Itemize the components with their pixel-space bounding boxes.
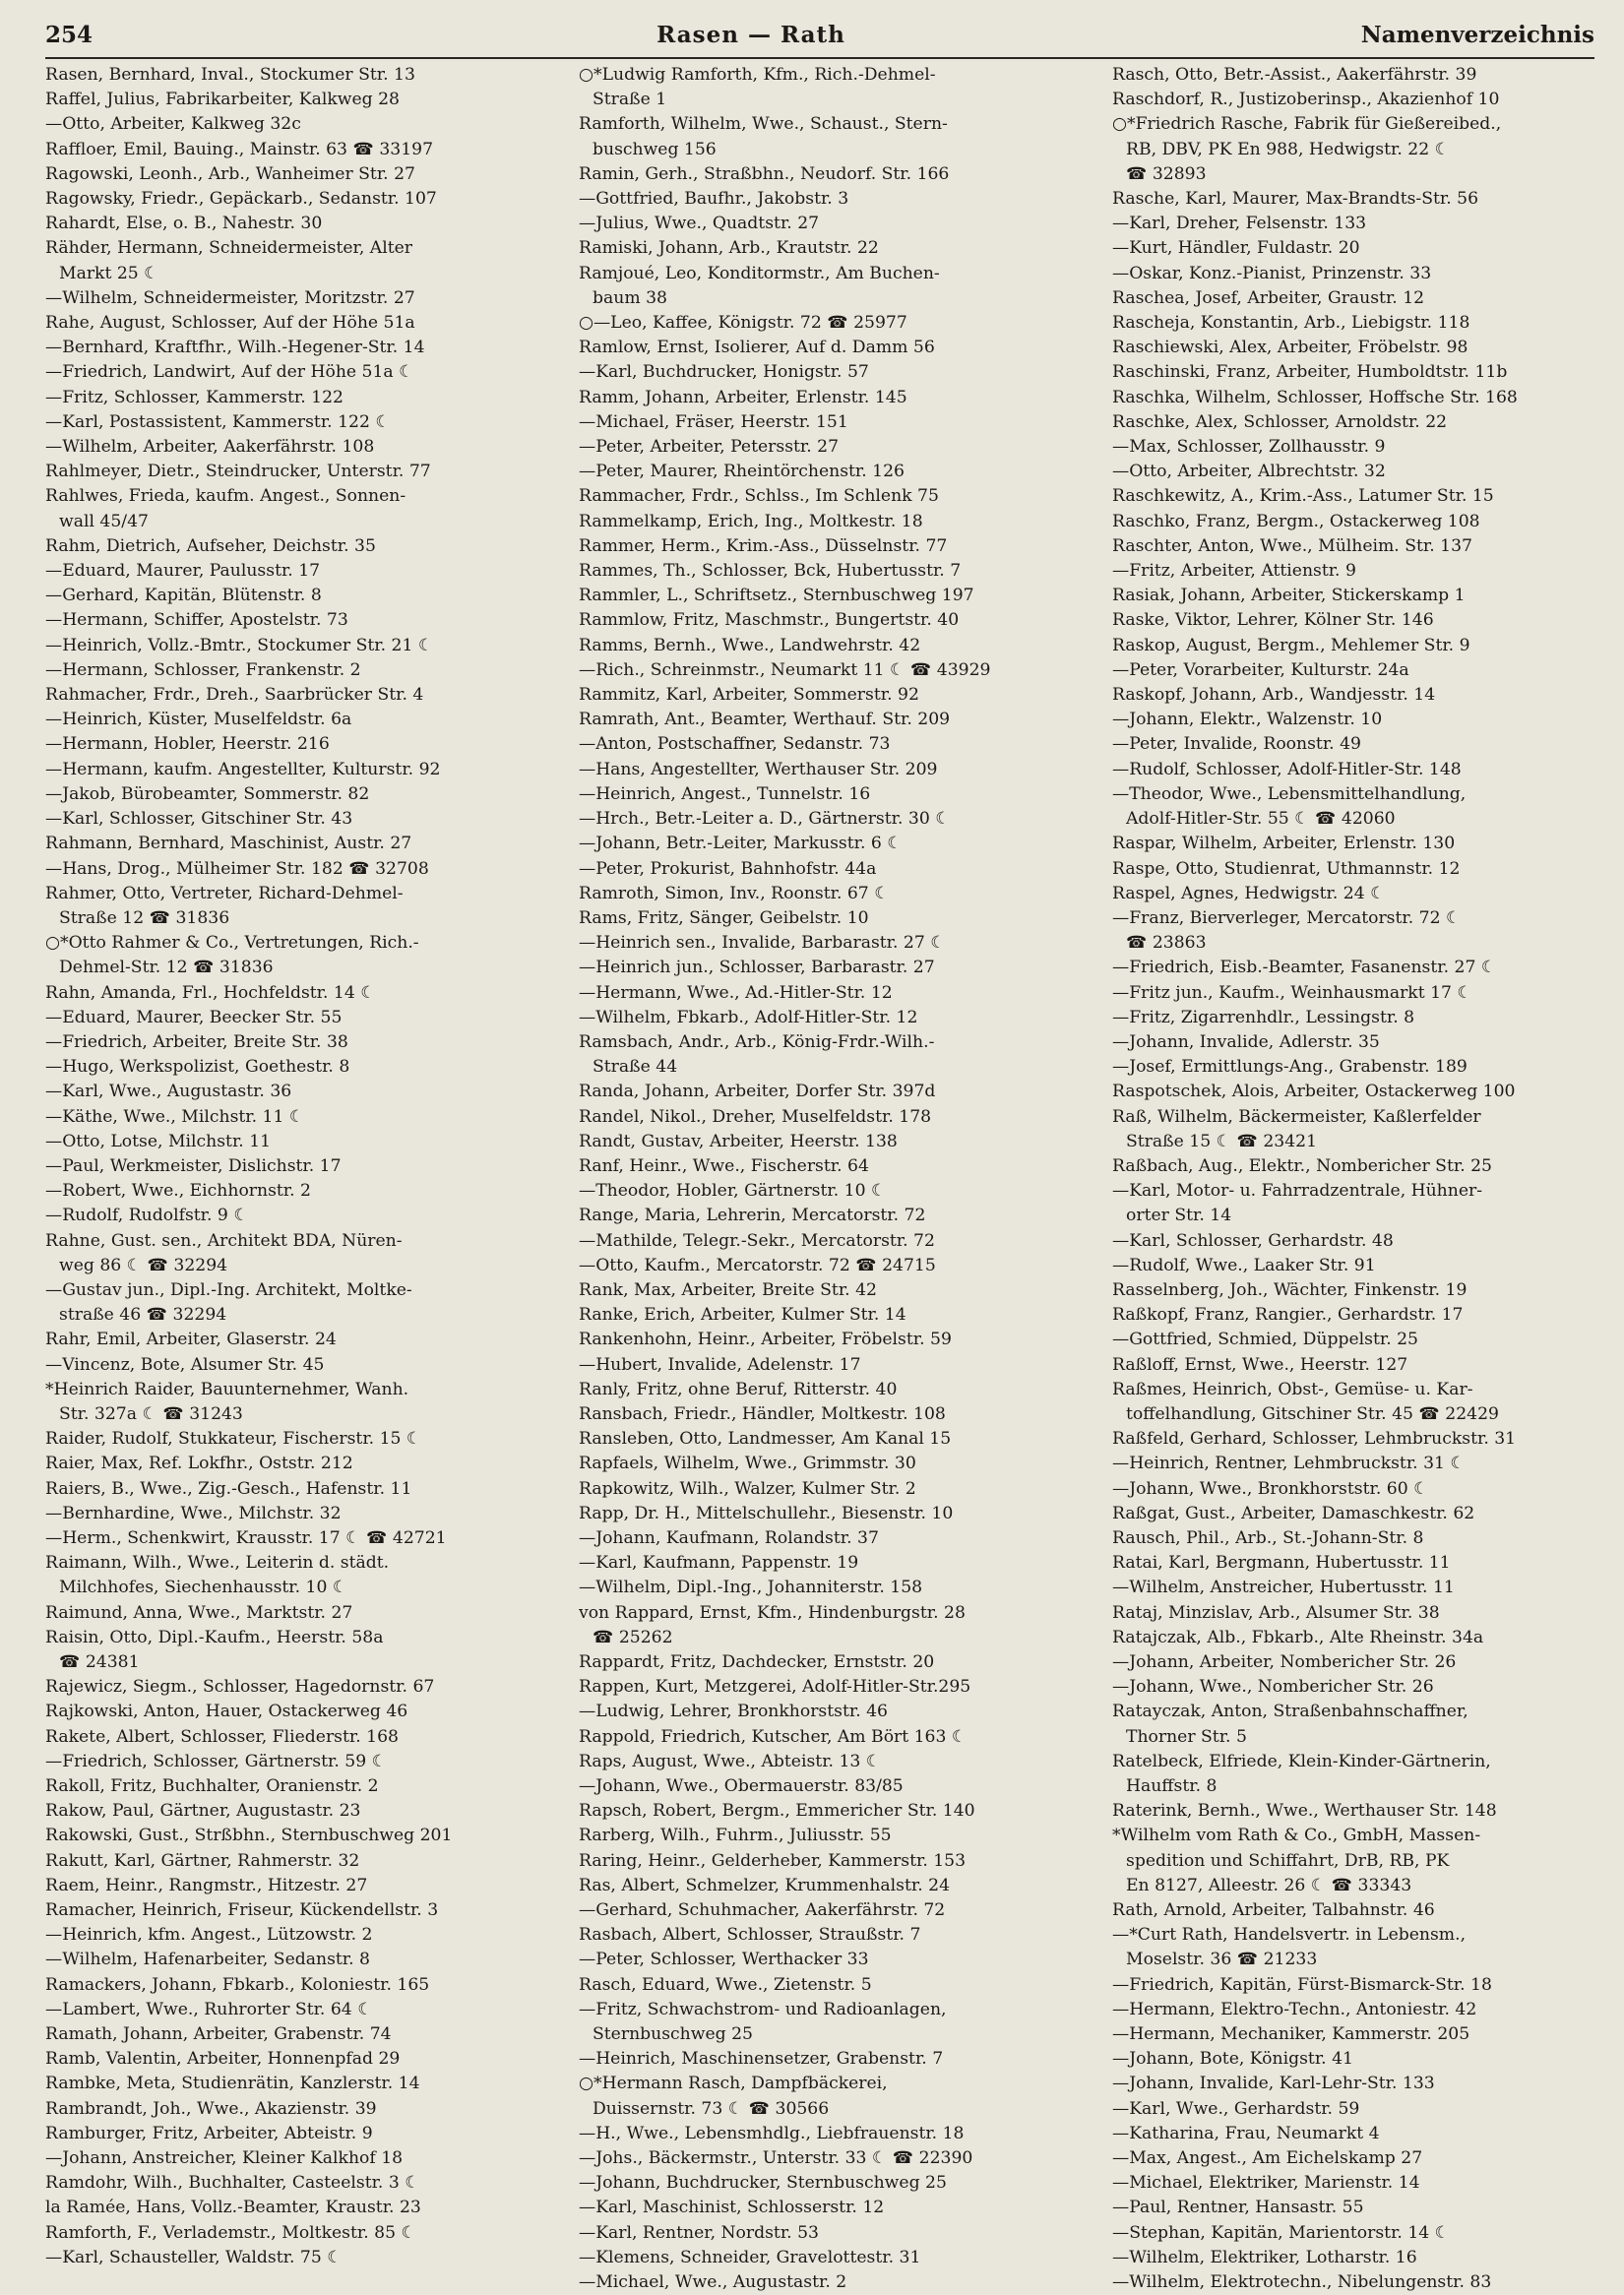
directory-entry: Rammer, Herm., Krim.-Ass., Düsselnstr. 77 — [579, 535, 948, 556]
directory-entry: *Heinrich Raider, Bauunternehmer, Wanh. — [45, 1379, 409, 1399]
directory-entry: Ransbach, Friedr., Händler, Moltkestr. 108 — [579, 1403, 946, 1424]
directory-columns — [45, 63, 1594, 2295]
directory-entry: —Wilhelm, Elektriker, Lotharstr. 16 — [1112, 2247, 1417, 2267]
directory-entry: Raier, Max, Ref. Lokfhr., Oststr. 212 — [45, 1454, 353, 1474]
directory-entry: Rakoll, Fritz, Buchhalter, Oranienstr. 2 — [45, 1776, 379, 1797]
directory-entry: Raschejа, Konstantin, Arb., Liebigstr. 118 — [1112, 313, 1470, 334]
directory-entry: Ramrath, Ant., Beamter, Werthauf. Str. 209 — [579, 710, 951, 730]
directory-entry: Ratelbeck, Elfriede, Klein-Kinder-Gärtnerin, — [1112, 1751, 1491, 1771]
directory-entry: Rappold, Friedrich, Kutscher, Am Bört 163 ☾ — [579, 1726, 968, 1747]
directory-entry: Raschkewitz, A., Krim.-Ass., Latumer Str. 15 — [1112, 486, 1494, 507]
directory-entry: —Hugo, Werkspolizist, Goethestr. 8 — [45, 1057, 350, 1078]
directory-entry: —Johann, Arbeiter, Nombericher Str. 26 — [1112, 1652, 1457, 1672]
directory-entry: Raskopf, Johann, Arb., Wandjesstr. 14 — [1112, 685, 1436, 706]
directory-entry: Raimund, Anna, Wwe., Marktstr. 27 — [45, 1602, 353, 1623]
directory-entry: —Johann, Invalide, Karl-Lehr-Str. 133 — [1112, 2074, 1435, 2094]
directory-entry: RB, DBV, PK En 988, Hedwigstr. 22 ☾ — [1126, 139, 1451, 159]
directory-entry: ○*Friedrich Rasche, Fabrik für Gießereibed., — [1112, 114, 1502, 135]
directory-entry: Rapp, Dr. H., Mittelschullehr., Biesenstr. 10 — [579, 1503, 954, 1523]
directory-entry: Adolf-Hitler-Str. 55 ☾ ☎ 42060 — [1126, 809, 1396, 830]
directory-entry: Raßmes, Heinrich, Obst-, Gemüse- u. Kar- — [1112, 1379, 1473, 1399]
directory-entry: Rasche, Karl, Maurer, Max-Brandts-Str. 56 — [1112, 189, 1479, 210]
directory-entry: Raiers, B., Wwe., Zig.-Gesch., Hafenstr. 11 — [45, 1478, 412, 1499]
directory-entry: —H., Wwe., Lebensmhdlg., Liebfrauenstr. 18 — [579, 2123, 965, 2143]
directory-entry: Rasiak, Johann, Arbeiter, Stickerskamp 1 — [1112, 586, 1466, 606]
directory-entry: Raske, Viktor, Lehrer, Kölner Str. 146 — [1112, 610, 1434, 631]
directory-entry: Rakete, Albert, Schlosser, Fliederstr. 168 — [45, 1726, 399, 1747]
directory-entry: Raskop, August, Bergm., Mehlemer Str. 9 — [1112, 635, 1470, 655]
directory-entry: ○*Ludwig Ramforth, Kfm., Rich.-Dehmel- — [579, 65, 936, 85]
directory-entry: —Hrch., Betr.-Leiter a. D., Gärtnerstr. 30 ☾ — [579, 809, 951, 830]
directory-entry: Ramacher, Heinrich, Friseur, Kückendellstr. 3 — [45, 1900, 439, 1921]
directory-entry: —Fritz, Schlosser, Kammerstr. 122 — [45, 387, 344, 407]
directory-entry: Raem, Heinr., Rangmstr., Hitzestr. 27 — [45, 1875, 368, 1895]
directory-entry: —Theodor, Hobler, Gärtnerstr. 10 ☾ — [579, 1181, 887, 1202]
directory-entry: —Karl, Buchdrucker, Honigstr. 57 — [579, 362, 869, 383]
directory-entry: —Heinrich, Angest., Tunnelstr. 16 — [579, 783, 871, 804]
directory-entry: —Hermann, kaufm. Angestellter, Kulturstr. 92 — [45, 759, 441, 779]
directory-entry: —Hermann, Schlosser, Frankenstr. 2 — [45, 659, 361, 680]
directory-entry: Rasselnberg, Joh., Wächter, Finkenstr. 19 — [1112, 1279, 1468, 1300]
directory-entry: baum 38 — [593, 287, 667, 308]
directory-entry: —Karl, Schlosser, Gerhardstr. 48 — [1112, 1230, 1394, 1251]
directory-entry: —Heinrich jun., Schlosser, Barbarastr. 27 — [579, 958, 935, 978]
directory-entry: Raßfeld, Gerhard, Schlosser, Lehmbruckstr. 31 — [1112, 1429, 1517, 1450]
directory-entry: Raßloff, Ernst, Wwe., Heerstr. 127 — [1112, 1354, 1408, 1375]
directory-entry: wall 45/47 — [59, 511, 149, 531]
directory-entry: —Oskar, Konz.-Pianist, Prinzenstr. 33 — [1112, 263, 1432, 283]
directory-entry: Rapkowitz, Wilh., Walzer, Kulmer Str. 2 — [579, 1478, 916, 1499]
directory-entry: —Gerhard, Schuhmacher, Aakerfährstr. 72 — [579, 1900, 946, 1921]
directory-entry: Rammes, Th., Schlosser, Bck, Hubertusstr. 7 — [579, 561, 962, 582]
directory-entry: Raider, Rudolf, Stukkateur, Fischerstr. 15 ☾ — [45, 1429, 422, 1450]
directory-entry: —Rich., Schreinmstr., Neumarkt 11 ☾ ☎ 43929 — [579, 659, 991, 680]
directory-entry: —Lambert, Wwe., Ruhrorter Str. 64 ☾ — [45, 1999, 373, 2019]
directory-entry: —Heinrich, Rentner, Lehmbruckstr. 31 ☾ — [1112, 1454, 1466, 1474]
directory-entry: Rakowski, Gust., Strßbhn., Sternbuschweg 201 — [45, 1826, 453, 1846]
directory-entry: —Friedrich, Arbeiter, Breite Str. 38 — [45, 1031, 348, 1052]
directory-entry: —Karl, Dreher, Felsenstr. 133 — [1112, 214, 1367, 234]
directory-entry: Ranly, Fritz, ohne Beruf, Ritterstr. 40 — [579, 1379, 898, 1399]
directory-entry: —Wilhelm, Elektrotechn., Nibelungenstr. 83 — [1112, 2272, 1492, 2293]
directory-entry: Rarberg, Wilh., Fuhrm., Juliusstr. 55 — [579, 1826, 892, 1846]
directory-entry: —Michael, Wwe., Augustastr. 2 — [579, 2272, 847, 2293]
directory-entry: ☎ 32893 — [1126, 163, 1207, 184]
directory-entry: —Hermann, Elektro-Techn., Antoniestr. 42 — [1112, 1999, 1477, 2019]
directory-entry: —Wilhelm, Dipl.-Ing., Johanniterstr. 158 — [579, 1578, 923, 1598]
directory-entry: Rasch, Eduard, Wwe., Zietenstr. 5 — [579, 1974, 872, 1995]
directory-entry: —Hermann, Mechaniker, Kammerstr. 205 — [1112, 2024, 1470, 2045]
directory-entry: —Peter, Schlosser, Werthacker 33 — [579, 1950, 869, 1970]
directory-entry: —Theodor, Wwe., Lebensmittelhandlung, — [1112, 783, 1467, 804]
directory-entry: Raschke, Alex, Schlosser, Arnoldstr. 22 — [1112, 411, 1448, 432]
directory-entry: Ratajczak, Alb., Fbkarb., Alte Rheinstr. 34a — [1112, 1627, 1484, 1647]
directory-entry: —Heinrich, Maschinensetzer, Grabenstr. 7 — [579, 2049, 944, 2070]
directory-entry: Rapfaels, Wilhelm, Wwe., Grimmstr. 30 — [579, 1454, 916, 1474]
directory-entry: —Robert, Wwe., Eichhornstr. 2 — [45, 1181, 311, 1202]
directory-entry: Rahardt, Else, o. B., Nahestr. 30 — [45, 214, 323, 234]
directory-entry: —Herm., Schenkwirt, Krausstr. 17 ☾ ☎ 42721 — [45, 1527, 447, 1548]
directory-entry: Thorner Str. 5 — [1126, 1726, 1247, 1747]
directory-entry: —Friedrich, Schlosser, Gärtnerstr. 59 ☾ — [45, 1751, 387, 1771]
directory-entry: —Karl, Schlosser, Gitschiner Str. 43 — [45, 809, 353, 830]
directory-entry: toffelhandlung, Gitschiner Str. 45 ☎ 22429 — [1126, 1403, 1499, 1424]
directory-entry: —Johann, Wwe., Obermauerstr. 83/85 — [579, 1776, 904, 1797]
directory-entry: —Bernhardine, Wwe., Milchstr. 32 — [45, 1503, 342, 1523]
directory-entry: Straße 15 ☾ ☎ 23421 — [1126, 1131, 1318, 1151]
directory-entry: Raspe, Otto, Studienrat, Uthmannstr. 12 — [1112, 858, 1461, 879]
directory-entry: Rappen, Kurt, Metzgerei, Adolf-Hitler-Str.295 — [579, 1677, 971, 1698]
directory-entry: Rank, Max, Arbeiter, Breite Str. 42 — [579, 1279, 877, 1300]
directory-entry: Rataj, Minzislav, Arb., Alsumer Str. 38 — [1112, 1602, 1440, 1623]
directory-entry: —Peter, Prokurist, Bahnhofstr. 44a — [579, 858, 877, 879]
directory-entry: Ratayczak, Anton, Straßenbahnschaffner, — [1112, 1702, 1468, 1722]
directory-entry: —Klemens, Schneider, Gravelottestr. 31 — [579, 2247, 921, 2267]
directory-entry: —Friedrich, Landwirt, Auf der Höhe 51a ☾ — [45, 362, 414, 383]
directory-entry: —Peter, Maurer, Rheintörchenstr. 126 — [579, 462, 905, 482]
directory-entry: ☎ 24381 — [59, 1652, 140, 1672]
directory-entry: —Anton, Postschaffner, Sedanstr. 73 — [579, 734, 891, 755]
directory-entry: Rahlwes, Frieda, kaufm. Angest., Sonnen- — [45, 486, 406, 507]
directory-entry: Ramroth, Simon, Inv., Roonstr. 67 ☾ — [579, 883, 890, 903]
directory-entry: ○*Otto Rahmer & Co., Vertretungen, Rich.- — [45, 933, 419, 954]
directory-entry: —Stephan, Kapitän, Marientorstr. 14 ☾ — [1112, 2222, 1451, 2243]
directory-entry: —Paul, Rentner, Hansastr. 55 — [1112, 2198, 1364, 2218]
directory-entry: —Karl, Motor- u. Fahrradzentrale, Hühner- — [1112, 1181, 1483, 1202]
directory-entry: —Rudolf, Wwe., Laaker Str. 91 — [1112, 1255, 1376, 1275]
directory-entry: Ragowsky, Friedr., Gepäckarb., Sedanstr. 107 — [45, 189, 437, 210]
directory-entry: —Johann, Wwe., Nombericher Str. 26 — [1112, 1677, 1434, 1698]
directory-entry: Ransleben, Otto, Landmesser, Am Kanal 15 — [579, 1429, 952, 1450]
directory-entry: —Gerhard, Kapitän, Blütenstr. 8 — [45, 586, 322, 606]
directory-entry: —Johann, Elektr., Walzenstr. 10 — [1112, 710, 1383, 730]
directory-entry: —Gottfried, Baufhr., Jakobstr. 3 — [579, 189, 849, 210]
directory-entry: Rasch, Otto, Betr.-Assist., Aakerfährstr. 39 — [1112, 65, 1477, 85]
directory-entry: —Julius, Wwe., Quadtstr. 27 — [579, 214, 820, 234]
directory-entry: ☎ 23863 — [1126, 933, 1207, 954]
directory-entry: —Peter, Vorarbeiter, Kulturstr. 24a — [1112, 659, 1409, 680]
directory-entry: Ragowski, Leonh., Arb., Wanheimer Str. 27 — [45, 163, 415, 184]
directory-entry: Rath, Arnold, Arbeiter, Talbahnstr. 46 — [1112, 1900, 1435, 1921]
directory-entry: —Karl, Schausteller, Waldstr. 75 ☾ — [45, 2247, 343, 2267]
directory-entry: Rajkowski, Anton, Hauer, Ostackerweg 46 — [45, 1702, 408, 1722]
directory-entry: —Johann, Invalide, Adlerstr. 35 — [1112, 1031, 1380, 1052]
directory-entry: —Wilhelm, Arbeiter, Aakerfährstr. 108 — [45, 437, 375, 458]
directory-entry: Raschka, Wilhelm, Schlosser, Hoffsche Str. 168 — [1112, 387, 1518, 407]
section-title: Namenverzeichnis — [1360, 22, 1594, 48]
directory-entry: Markt 25 ☾ — [59, 263, 159, 283]
directory-entry: Rambke, Meta, Studienrätin, Kanzlerstr. 14 — [45, 2074, 420, 2094]
directory-entry: buschweg 156 — [593, 139, 717, 159]
directory-entry: —Hans, Angestellter, Werthauser Str. 209 — [579, 759, 938, 779]
directory-entry: —Wilhelm, Schneidermeister, Moritzstr. 27 — [45, 287, 415, 308]
directory-entry: —Johann, Betr.-Leiter, Markusstr. 6 ☾ — [579, 834, 903, 854]
directory-entry: —Käthe, Wwe., Milchstr. 11 ☾ — [45, 1106, 305, 1127]
directory-entry: Ranf, Heinr., Wwe., Fischerstr. 64 — [579, 1155, 869, 1176]
directory-entry: Ramm, Johann, Arbeiter, Erlenstr. 145 — [579, 387, 907, 407]
directory-entry: Rams, Fritz, Sänger, Geibelstr. 10 — [579, 907, 869, 928]
directory-entry: —Peter, Invalide, Roonstr. 49 — [1112, 734, 1361, 755]
directory-entry: von Rappard, Ernst, Kfm., Hindenburgstr. 28 — [579, 1602, 966, 1623]
directory-entry: —Ludwig, Lehrer, Bronkhorststr. 46 — [579, 1702, 888, 1722]
directory-entry: Straße 12 ☎ 31836 — [59, 907, 230, 928]
directory-entry: —Johann, Wwe., Bronkhorststr. 60 ☾ — [1112, 1478, 1429, 1499]
directory-entry: —Fritz, Zigarrenhdlr., Lessingstr. 8 — [1112, 1007, 1415, 1027]
directory-entry: Straße 44 — [593, 1057, 678, 1078]
directory-entry: Ranke, Erich, Arbeiter, Kulmer Str. 14 — [579, 1305, 906, 1326]
directory-entry: Raffel, Julius, Fabrikarbeiter, Kalkweg 28 — [45, 90, 400, 110]
directory-entry: Raimann, Wilh., Wwe., Leiterin d. städt. — [45, 1553, 390, 1574]
directory-entry: Raspar, Wilhelm, Arbeiter, Erlenstr. 130 — [1112, 834, 1456, 854]
directory-entry: —Bernhard, Kraftfhr., Wilh.-Hegener-Str. 14 — [45, 338, 425, 358]
directory-entry: Milchhofes, Siechenhausstr. 10 ☾ — [59, 1578, 348, 1598]
directory-entry: Rahn, Amanda, Frl., Hochfeldstr. 14 ☾ — [45, 982, 376, 1003]
directory-entry: la Ramée, Hans, Vollz.-Beamter, Kraustr. 23 — [45, 2198, 421, 2218]
directory-entry: Sternbuschweg 25 — [593, 2024, 753, 2045]
directory-entry: Ras, Albert, Schmelzer, Krummenhalstr. 24 — [579, 1875, 951, 1895]
directory-entry: Hauffstr. 8 — [1126, 1776, 1218, 1797]
directory-entry: Rammitz, Karl, Arbeiter, Sommerstr. 92 — [579, 685, 919, 706]
headword-range: Rasen — Rath — [656, 22, 845, 48]
directory-entry: En 8127, Alleestr. 26 ☾ ☎ 33343 — [1126, 1875, 1412, 1895]
directory-entry: —Fritz jun., Kaufm., Weinhausmarkt 17 ☾ — [1112, 982, 1472, 1003]
directory-entry: Ramsbach, Andr., Arb., König-Frdr.-Wilh.- — [579, 1031, 935, 1052]
directory-entry: —Jakob, Bürobeamter, Sommerstr. 82 — [45, 783, 370, 804]
directory-entry: —Franz, Bierverleger, Mercatorstr. 72 ☾ — [1112, 907, 1462, 928]
column-middle — [579, 63, 1091, 2295]
directory-entry: Rakutt, Karl, Gärtner, Rahmerstr. 32 — [45, 1850, 360, 1871]
directory-entry: Randel, Nikol., Dreher, Muselfeldstr. 178 — [579, 1106, 932, 1127]
directory-entry: Rammacher, Frdr., Schlss., Im Schlenk 75 — [579, 486, 939, 507]
directory-entry: Ramdohr, Wilh., Buchhalter, Casteelstr. 3 ☾ — [45, 2173, 420, 2194]
directory-entry: Raß, Wilhelm, Bäckermeister, Kaßlerfelder — [1112, 1106, 1481, 1127]
directory-entry: Ramin, Gerh., Straßbhn., Neudorf. Str. 166 — [579, 163, 950, 184]
directory-entry: —Karl, Wwe., Gerhardstr. 59 — [1112, 2098, 1360, 2119]
directory-entry: Ramiski, Johann, Arb., Krautstr. 22 — [579, 238, 879, 259]
directory-entry: —Paul, Werkmeister, Dislichstr. 17 — [45, 1155, 342, 1176]
directory-entry: —Eduard, Maurer, Paulusstr. 17 — [45, 561, 321, 582]
directory-entry: Rapsch, Robert, Bergm., Emmericher Str. 140 — [579, 1801, 975, 1822]
directory-entry: —Johann, Bote, Königstr. 41 — [1112, 2049, 1353, 2070]
directory-entry: —Rudolf, Schlosser, Adolf-Hitler-Str. 148 — [1112, 759, 1462, 779]
column-left — [45, 63, 557, 2295]
directory-entry: straße 46 ☎ 32294 — [59, 1305, 227, 1326]
directory-entry: Raffloer, Emil, Bauing., Mainstr. 63 ☎ 33197 — [45, 139, 434, 159]
directory-entry: Str. 327a ☾ ☎ 31243 — [59, 1403, 243, 1424]
directory-entry: Ramackers, Johann, Fbkarb., Koloniestr. 165 — [45, 1974, 430, 1995]
directory-entry: —Michael, Fräser, Heerstr. 151 — [579, 411, 848, 432]
directory-entry: Ramlow, Ernst, Isolierer, Auf d. Damm 56 — [579, 338, 935, 358]
directory-entry: Raterink, Bernh., Wwe., Werthauser Str. 148 — [1112, 1801, 1497, 1822]
directory-entry: Raspel, Agnes, Hedwigstr. 24 ☾ — [1112, 883, 1386, 903]
directory-entry: —Otto, Kaufm., Mercatorstr. 72 ☎ 24715 — [579, 1255, 936, 1275]
directory-entry: Raps, August, Wwe., Abteistr. 13 ☾ — [579, 1751, 882, 1771]
directory-entry: —Katharina, Frau, Neumarkt 4 — [1112, 2123, 1380, 2143]
directory-entry: —Otto, Lotse, Milchstr. 11 — [45, 1131, 272, 1151]
directory-entry: Rahne, Gust. sen., Architekt BDA, Nüren- — [45, 1230, 403, 1251]
directory-entry: —Gottfried, Schmied, Düppelstr. 25 — [1112, 1330, 1418, 1350]
directory-entry: Rajewicz, Siegm., Schlosser, Hagedornstr. 67 — [45, 1677, 435, 1698]
directory-entry: —Johann, Kaufmann, Rolandstr. 37 — [579, 1527, 879, 1548]
page-number: 254 — [45, 22, 94, 48]
directory-entry: —Friedrich, Kapitän, Fürst-Bismarck-Str. 18 — [1112, 1974, 1492, 1995]
directory-entry: Raschko, Franz, Bergm., Ostackerweg 108 — [1112, 511, 1480, 531]
directory-entry: Range, Maria, Lehrerin, Mercatorstr. 72 — [579, 1206, 926, 1226]
directory-entry: Rahlmeyer, Dietr., Steindrucker, Unterstr. 77 — [45, 462, 431, 482]
directory-entry: Raßgat, Gust., Arbeiter, Damaschkestr. 62 — [1112, 1503, 1475, 1523]
directory-entry: —Karl, Wwe., Augustastr. 36 — [45, 1082, 292, 1102]
directory-entry: Rankenhohn, Heinr., Arbeiter, Fröbelstr. 59 — [579, 1330, 952, 1350]
directory-entry: Ramforth, F., Verlademstr., Moltkestr. 85 ☾ — [45, 2222, 416, 2243]
directory-entry: —Rudolf, Rudolfstr. 9 ☾ — [45, 1206, 249, 1226]
directory-entry: —Heinrich, kfm. Angest., Lützowstr. 2 — [45, 1925, 373, 1946]
directory-entry: Duissernstr. 73 ☾ ☎ 30566 — [593, 2098, 830, 2119]
directory-entry: Raschea, Josef, Arbeiter, Graustr. 12 — [1112, 287, 1425, 308]
directory-entry: Rasbach, Albert, Schlosser, Straußstr. 7 — [579, 1925, 921, 1946]
directory-entry: Raßkopf, Franz, Rangier., Gerhardstr. 17 — [1112, 1305, 1464, 1326]
directory-entry: *Wilhelm vom Rath & Co., GmbH, Massen- — [1112, 1826, 1481, 1846]
directory-entry: —Josef, Ermittlungs-Ang., Grabenstr. 189 — [1112, 1057, 1468, 1078]
directory-entry: —Michael, Elektriker, Marienstr. 14 — [1112, 2173, 1420, 2194]
directory-entry: Rahe, August, Schlosser, Auf der Höhe 51a — [45, 313, 415, 334]
directory-entry: —Vincenz, Bote, Alsumer Str. 45 — [45, 1354, 325, 1375]
directory-entry: Rakow, Paul, Gärtner, Augustastr. 23 — [45, 1801, 361, 1822]
directory-entry: —Hermann, Wwe., Ad.-Hitler-Str. 12 — [579, 982, 893, 1003]
directory-entry: —Heinrich, Vollz.-Bmtr., Stockumer Str. 21 ☾ — [45, 635, 434, 655]
directory-entry: Rahm, Dietrich, Aufseher, Deichstr. 35 — [45, 535, 376, 556]
directory-entry: —Mathilde, Telegr.-Sekr., Mercatorstr. 72 — [579, 1230, 935, 1251]
directory-entry: Rammelkamp, Erich, Ing., Moltkestr. 18 — [579, 511, 923, 531]
directory-entry: Rammlow, Fritz, Maschmstr., Bungertstr. 40 — [579, 610, 960, 631]
directory-entry: Rahmann, Bernhard, Maschinist, Austr. 27 — [45, 834, 412, 854]
directory-entry: —Hans, Drog., Mülheimer Str. 182 ☎ 32708 — [45, 858, 429, 879]
directory-entry: spedition und Schiffahrt, DrB, RB, PK — [1126, 1850, 1450, 1871]
directory-entry: Ramforth, Wilhelm, Wwe., Schaust., Stern- — [579, 114, 948, 135]
directory-entry: Ramburger, Fritz, Arbeiter, Abteistr. 9 — [45, 2123, 373, 2143]
directory-entry: Rähder, Hermann, Schneidermeister, Alter — [45, 238, 412, 259]
directory-entry: Randa, Johann, Arbeiter, Dorfer Str. 397d — [579, 1082, 936, 1102]
directory-entry: Ramjoué, Leo, Konditormstr., Am Buchen- — [579, 263, 940, 283]
directory-entry: —Otto, Arbeiter, Albrechtstr. 32 — [1112, 462, 1386, 482]
directory-entry: Rahmer, Otto, Vertreter, Richard-Dehmel- — [45, 883, 404, 903]
directory-entry: —Heinrich, Küster, Muselfeldstr. 6a — [45, 710, 352, 730]
directory-entry: Rausch, Phil., Arb., St.-Johann-Str. 8 — [1112, 1527, 1424, 1548]
directory-entry: —Karl, Kaufmann, Pappenstr. 19 — [579, 1553, 859, 1574]
directory-entry: Ramms, Bernh., Wwe., Landwehrstr. 42 — [579, 635, 921, 655]
directory-entry: Raring, Heinr., Gelderheber, Kammerstr. 153 — [579, 1850, 967, 1871]
directory-entry: Randt, Gustav, Arbeiter, Heerstr. 138 — [579, 1131, 898, 1151]
directory-entry: Rahr, Emil, Arbeiter, Glaserstr. 24 — [45, 1330, 337, 1350]
directory-entry: —Hermann, Hobler, Heerstr. 216 — [45, 734, 330, 755]
directory-entry: ○*Hermann Rasch, Dampfbäckerei, — [579, 2074, 888, 2094]
directory-entry: —Max, Schlosser, Zollhausstr. 9 — [1112, 437, 1386, 458]
directory-entry: —Otto, Arbeiter, Kalkweg 32c — [45, 114, 301, 135]
directory-entry: Rasen, Bernhard, Inval., Stockumer Str. 13 — [45, 65, 415, 85]
directory-entry: —Wilhelm, Hafenarbeiter, Sedanstr. 8 — [45, 1950, 370, 1970]
directory-entry: ☎ 25262 — [593, 1627, 673, 1647]
directory-entry: Raschiewski, Alex, Arbeiter, Fröbelstr. 98 — [1112, 338, 1468, 358]
directory-entry: Straße 1 — [593, 90, 667, 110]
page-header — [45, 22, 1594, 59]
directory-entry: Rappardt, Fritz, Dachdecker, Ernststr. 20 — [579, 1652, 935, 1672]
directory-entry: Raschdorf, R., Justizoberinsp., Akazienhof 10 — [1112, 90, 1500, 110]
directory-entry: —Fritz, Schwachstrom- und Radioanlagen, — [579, 1999, 947, 2019]
directory-entry: Raschter, Anton, Wwe., Mülheim. Str. 137 — [1112, 535, 1472, 556]
directory-entry: —Gustav jun., Dipl.-Ing. Architekt, Moltke- — [45, 1279, 412, 1300]
directory-entry: —Wilhelm, Anstreicher, Hubertusstr. 11 — [1112, 1578, 1455, 1598]
directory-entry: orter Str. 14 — [1126, 1206, 1232, 1226]
directory-entry: —Johs., Bäckermstr., Unterstr. 33 ☾ ☎ 22390 — [579, 2148, 973, 2169]
directory-entry: —Max, Angest., Am Eichelskamp 27 — [1112, 2148, 1423, 2169]
directory-entry: —Karl, Postassistent, Kammerstr. 122 ☾ — [45, 411, 391, 432]
directory-entry: —Johann, Anstreicher, Kleiner Kalkhof 18 — [45, 2148, 404, 2169]
directory-entry: Raisin, Otto, Dipl.-Kaufm., Heerstr. 58a — [45, 1627, 384, 1647]
directory-entry: —Hubert, Invalide, Adelenstr. 17 — [579, 1354, 861, 1375]
directory-entry: Rambrandt, Joh., Wwe., Akazienstr. 39 — [45, 2098, 377, 2119]
directory-entry: —Karl, Maschinist, Schlosserstr. 12 — [579, 2198, 885, 2218]
directory-entry: —Peter, Arbeiter, Petersstr. 27 — [579, 437, 840, 458]
directory-entry: Raspotschek, Alois, Arbeiter, Ostackerweg 100 — [1112, 1082, 1516, 1102]
directory-entry: —Kurt, Händler, Fuldastr. 20 — [1112, 238, 1360, 259]
directory-entry: —Heinrich sen., Invalide, Barbarastr. 27 ☾ — [579, 933, 946, 954]
directory-entry: Ratai, Karl, Bergmann, Hubertusstr. 11 — [1112, 1553, 1451, 1574]
directory-entry: —Friedrich, Eisb.-Beamter, Fasanenstr. 27 ☾ — [1112, 958, 1497, 978]
directory-entry: Raßbach, Aug., Elektr., Nombericher Str. 25 — [1112, 1155, 1492, 1176]
directory-entry: Raschinski, Franz, Arbeiter, Humboldtstr. 11b — [1112, 362, 1508, 383]
directory-entry: weg 86 ☾ ☎ 32294 — [59, 1255, 228, 1275]
directory-entry: Rahmacher, Frdr., Dreh., Saarbrücker Str. 4 — [45, 685, 424, 706]
directory-entry: —Fritz, Arbeiter, Attienstr. 9 — [1112, 561, 1356, 582]
directory-entry: —Hermann, Schiffer, Apostelstr. 73 — [45, 610, 348, 631]
directory-entry: Moselstr. 36 ☎ 21233 — [1126, 1950, 1318, 1970]
directory-entry: —Wilhelm, Fbkarb., Adolf-Hitler-Str. 12 — [579, 1007, 918, 1027]
directory-entry: ○—Leo, Kaffee, Königstr. 72 ☎ 25977 — [579, 313, 907, 334]
column-right — [1112, 63, 1624, 2295]
directory-entry: Ramath, Johann, Arbeiter, Grabenstr. 74 — [45, 2024, 392, 2045]
directory-entry: —Karl, Rentner, Nordstr. 53 — [579, 2222, 819, 2243]
directory-entry: Ramb, Valentin, Arbeiter, Honnenpfad 29 — [45, 2049, 401, 2070]
directory-entry: —Johann, Buchdrucker, Sternbuschweg 25 — [579, 2173, 947, 2194]
directory-entry: —Eduard, Maurer, Beecker Str. 55 — [45, 1007, 343, 1027]
directory-entry: —*Curt Rath, Handelsvertr. in Lebensm., — [1112, 1925, 1467, 1946]
directory-entry: Rammler, L., Schriftsetz., Sternbuschweg 197 — [579, 586, 974, 606]
directory-entry: Dehmel-Str. 12 ☎ 31836 — [59, 958, 274, 978]
